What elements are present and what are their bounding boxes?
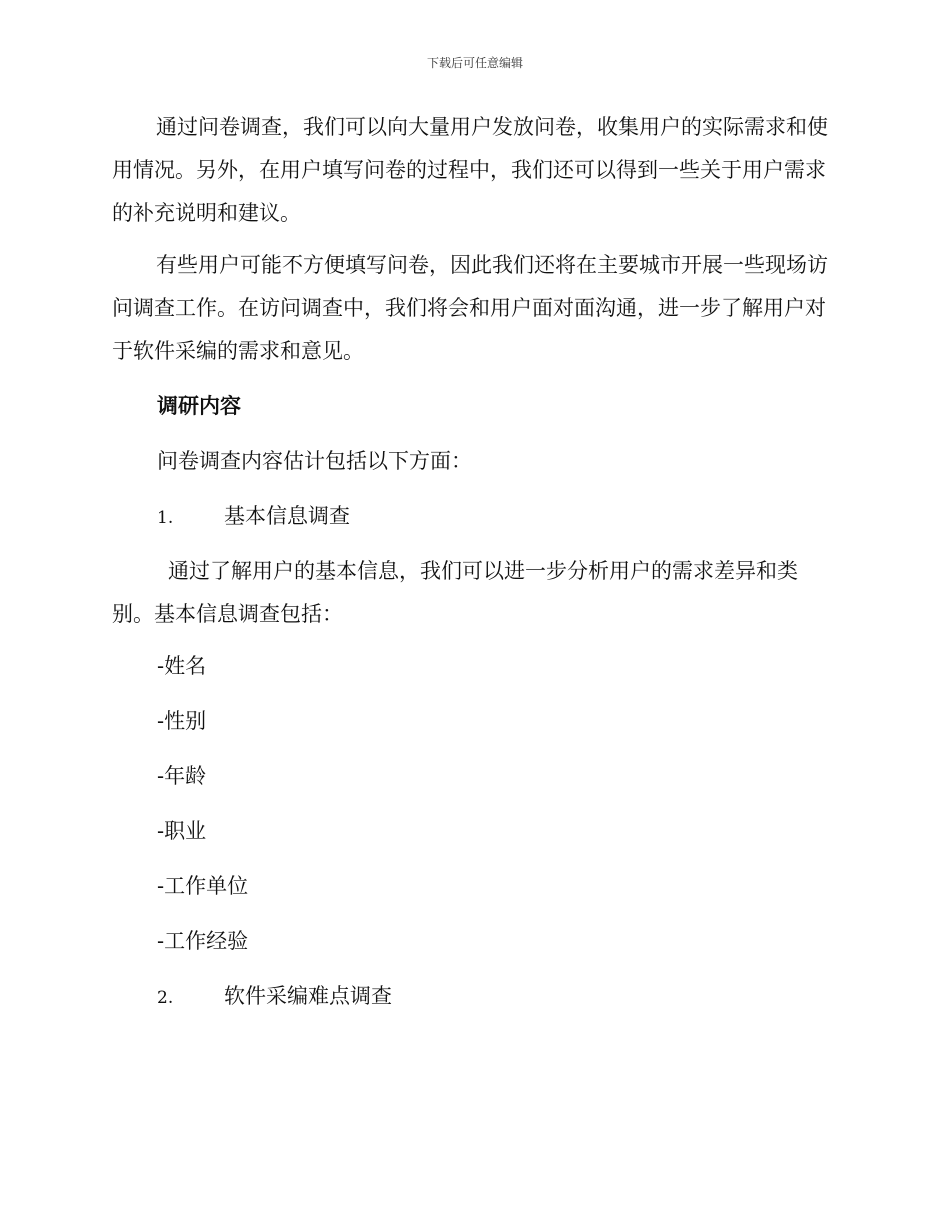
section-heading: 调研内容 (157, 394, 241, 418)
list-item-age: -年龄 (157, 764, 207, 788)
paragraph-onsite-visit: 有些用户可能不方便填写问卷，因此我们还将在主要城市开展一些现场访问调查工作。在访问调查中，我们将会和用户面对面沟通，进一步了解用户对于软件采编的需求和意见。 (112, 253, 828, 363)
numbered-item-2 (157, 975, 392, 1020)
numbered-item-1 (157, 495, 350, 540)
item-label: 软件采编难点调查 (224, 984, 392, 1008)
list-item-name: -姓名 (157, 654, 207, 678)
intro-line: 问卷调查内容估计包括以下方面： (157, 449, 472, 473)
list-item-occupation: -职业 (157, 819, 207, 843)
page-header: 下载后可任意编辑 (426, 56, 523, 70)
item-number: 1. (157, 508, 174, 528)
paragraph-questionnaire: 通过问卷调查，我们可以向大量用户发放问卷，收集用户的实际需求和使用情况。另外，在用户填写问卷的过程中，我们还可以得到一些关于用户需求的补充说明和建议。 (112, 115, 828, 225)
list-item-gender: -性别 (157, 709, 207, 733)
list-item-employer: -工作单位 (157, 874, 249, 898)
paragraph-basic-info: 通过了解用户的基本信息，我们可以进一步分析用户的需求差异和类别。基本信息调查包括： (112, 559, 798, 626)
item-number: 2. (157, 988, 174, 1008)
list-item-experience: -工作经验 (157, 929, 249, 953)
item-label: 基本信息调查 (224, 504, 350, 528)
